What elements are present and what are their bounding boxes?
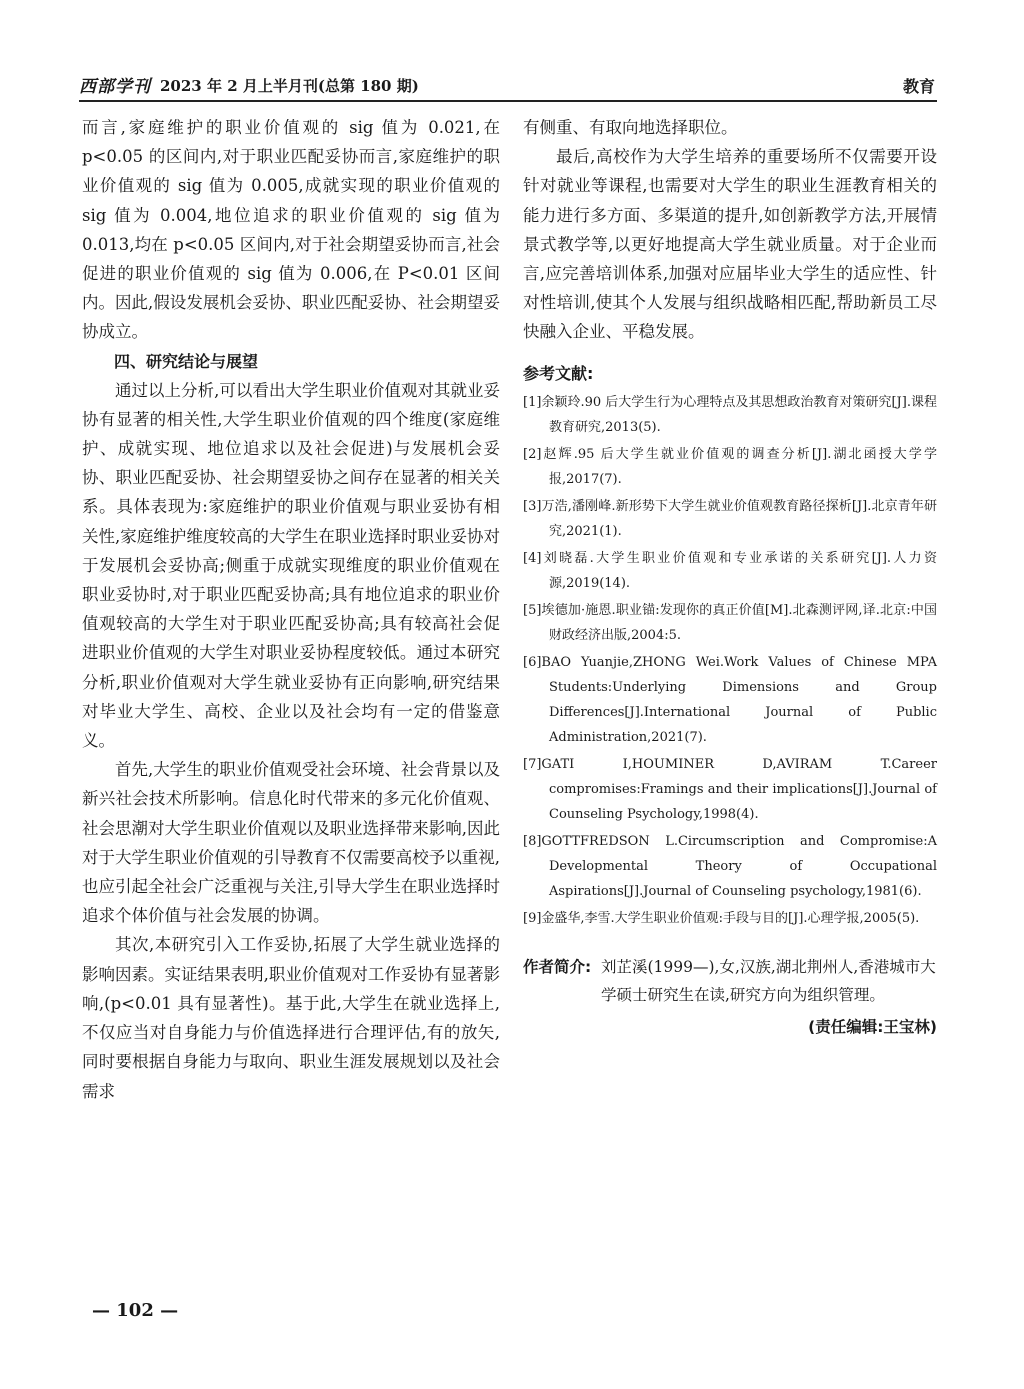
reference-item: [9]金盛华,李雪.大学生职业价值观:手段与目的[J].心理学报,2005(5). bbox=[523, 910, 920, 926]
paragraph: 最后,高校作为大学生培养的重要场所不仅需要开设针对就业等课程,也需要对大学生的职业生涯教育相关的能力进行多方面、多渠道的提升,如创新教学方法,开展情景式教学等,以更好地提高大学生就业质量。对于企业而言,应完善培训体系,加强对应届毕业大学生的适应性、针对性培训,使其个人发展与组织战略相匹配,帮助新员工尽快融入企业、平稳发展。 bbox=[523, 147, 937, 342]
paragraph: 而言,家庭维护的职业价值观的 sig 值为 0.021,在 p<0.05 的区间内,对于职业匹配妥协而言,家庭维护的职业价值观的 sig 值为 0.005,成就实现的职业价值观的 sig 值为 0.004,地位追求的职业价值观的 sig 值为 0.013,均在 p<0.05 区间内,对于社会期望妥协而言,社会促进的职业价值观的 sig 值为 0.006,在 P<0.01 区间内。因此,假设发展机会妥协、职业匹配妥协、社会期望妥协成立。 bbox=[82, 118, 500, 342]
reference-item: [6]BAO Yuanjie,ZHONG Wei.Work Values of Chinese MPA Students:Underlying Dimensions and Group Differences[J].International Journal of Public Administration,2021(7). bbox=[523, 654, 937, 745]
reference-item: [3]万浩,潘刚峰.新形势下大学生就业价值观教育路径探析[J].北京青年研究,2021(1). bbox=[523, 498, 937, 539]
page-number: — 102 — bbox=[92, 1300, 179, 1321]
author-text: 刘芷溪(1999—),女,汉族,湖北荆州人,香港城市大学硕士研究生在读,研究方向为组织管理。 bbox=[601, 957, 936, 1004]
author-bio bbox=[523, 953, 937, 1009]
paragraph: 其次,本研究引入工作妥协,拓展了大学生就业选择的影响因素。实证结果表明,职业价值观对工作妥协有显著影响,(p<0.01 具有显著性)。基于此,大学生在就业选择上,不仅应当对自身能力与价值选择进行合理评估,有的放矢,同时要根据自身能力与取向、职业生涯发展规划以及社会需求 bbox=[82, 935, 500, 1101]
paragraph: 有侧重、有取向地选择职位。 bbox=[523, 118, 738, 137]
journal-name: 西部学刊 bbox=[79, 77, 151, 97]
section-heading: 四、研究结论与展望 bbox=[114, 351, 259, 371]
reference-item: [5]埃德加·施恩.职业锚:发现你的真正价值[M].北森测评网,译.北京:中国财政经济出版,2004:5. bbox=[523, 602, 937, 643]
author-label: 作者简介: bbox=[523, 957, 592, 976]
issue-info: 2023 年 2 月上半月刊(总第 180 期) bbox=[160, 77, 419, 95]
left-column bbox=[82, 113, 500, 1106]
section-name: 教育 bbox=[902, 77, 935, 96]
paragraph: 通过以上分析,可以看出大学生职业价值观对其就业妥协有显著的相关性,大学生职业价值观的四个维度(家庭维护、成就实现、地位追求以及社会促进)与发展机会妥协、职业匹配妥协、社会期望妥协之间存在显著的相关关系。具体表现为:家庭维护的职业价值观与职业妥协有相关性,家庭维护维度较高的大学生在职业选择时职业妥协对于发展机会妥协高;侧重于成就实现维度的职业价值观在职业妥协时,对于职业匹配妥协高;具有地位追求的职业价值观较高的大学生对于职业匹配妥协高;具有较高社会促进职业价值观的大学生对职业妥协程度较低。通过本研究分析,职业价值观对大学生就业妥协有正向影响,研究结果对毕业大学生、高校、企业以及社会均有一定的借鉴意义。 bbox=[82, 380, 500, 751]
editor-credit: (责任编辑:王宝林) bbox=[808, 1017, 937, 1036]
paragraph: 首先,大学生的职业价值观受社会环境、社会背景以及新兴社会技术所影响。信息化时代带来的多元化价值观、社会思潮对大学生职业价值观以及职业选择带来影响,因此对于大学生职业价值观的引导教育不仅需要高校予以重视,也应引起全社会广泛重视与关注,引导大学生在职业选择时追求个体价值与社会发展的协调。 bbox=[82, 760, 500, 926]
header-rule bbox=[79, 100, 937, 102]
right-column bbox=[523, 113, 937, 1037]
reference-item: [2]赵辉.95 后大学生就业价值观的调查分析[J].湖北函授大学学报,2017(7). bbox=[523, 446, 937, 487]
reference-item: [4]刘晓磊.大学生职业价值观和专业承诺的关系研究[J].人力资源,2019(14). bbox=[523, 550, 937, 591]
reference-item: [8]GOTTFREDSON L.Circumscription and Compromise:A Developmental Theory of Occupational Aspirations[J].Journal of Counseling psychology,1981(6). bbox=[523, 833, 937, 899]
references-heading: 参考文献: bbox=[523, 363, 594, 383]
reference-item: [1]余颖玲.90 后大学生行为心理特点及其思想政治教育对策研究[J].课程教育研究,2013(5). bbox=[523, 394, 937, 435]
running-header bbox=[79, 70, 937, 100]
reference-item: [7]GATI I,HOUMINER D,AVIRAM T.Career compromises:Framings and their implications[J].Journal of Counseling Psychology,1998(4). bbox=[523, 756, 937, 822]
